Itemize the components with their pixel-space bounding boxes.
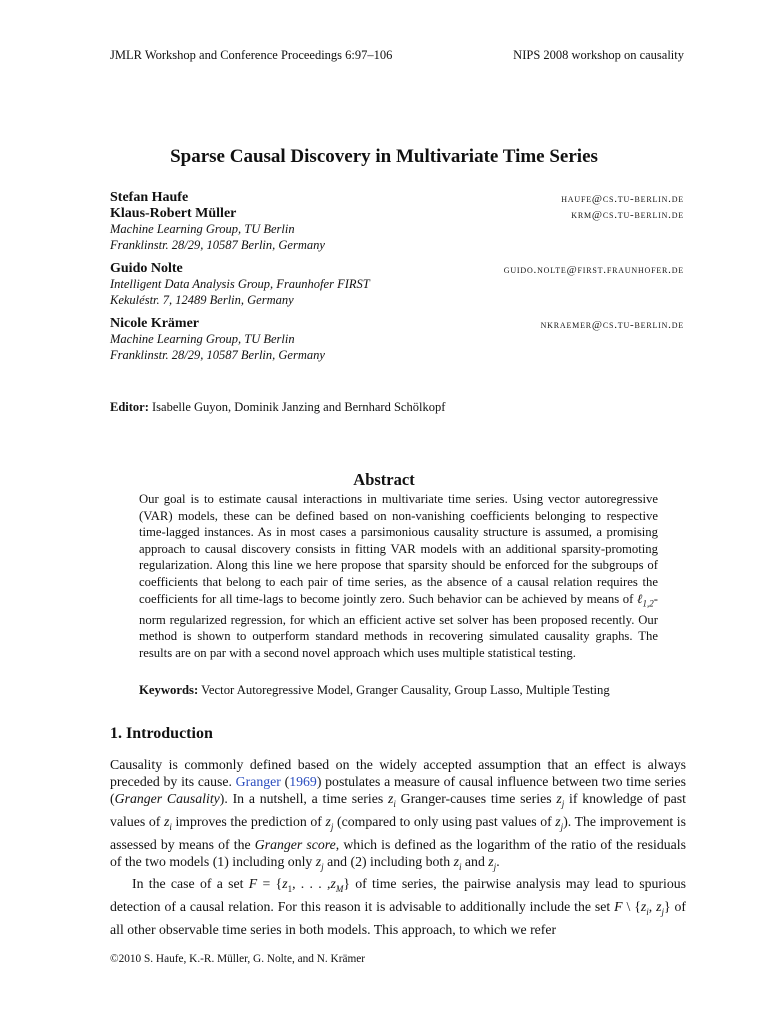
term-granger-causality: Granger Causality [114, 791, 220, 806]
math-zj: $z_j$ [556, 791, 565, 809]
keywords-line [139, 683, 610, 698]
math-set-f-minus: F [614, 899, 623, 914]
math-zi: $z_i$ [387, 791, 396, 809]
author-email-1[interactable]: haufe@cs.tu-berlin.de [561, 193, 684, 205]
editor-label: Editor: [110, 400, 149, 414]
math-zi: $z_i$ [453, 853, 462, 872]
running-header-right: NIPS 2008 workshop on causality [513, 48, 684, 62]
section-heading-introduction: 1. Introduction [110, 725, 213, 742]
intro-paragraph-1: Causality is commonly defined based on the widely accepted assumption that an effect is always preceded by its cause. Granger (1969) postulates a measure of causal influence between two time series (Granger Causality). In a nutshell, a time series $z_i$ Granger-causes time series $z_j$ if knowledge of past values of $z_i$ improves the prediction of $z_j$ (compared to only using past values of $z_j$). The improvement is assessed by means of the Granger score, which is defined as the logarithm of the ratio of the residuals of the two models (1) including only $z_j$ and (2) including both $z_i$ and $z_j$. [110, 757, 687, 872]
copyright-footer: ©2010 S. Haufe, K.-R. Müller, G. Nolte, and N. Krämer [110, 953, 366, 965]
intro-text: ). The improvement is assessed by means of the [110, 813, 687, 852]
author-email-3[interactable]: guido.nolte@first.fraunhofer.de [503, 264, 684, 276]
editor-names: Isabelle Guyon, Dominik Janzing and Bernhard Schölkopf [152, 400, 446, 414]
math-zj: $z_j$ [315, 853, 324, 872]
intro-text: and [461, 853, 489, 869]
citation-year-link[interactable]: 1969 [289, 774, 317, 789]
intro-text: . [496, 853, 500, 869]
intro-body [110, 756, 686, 938]
abstract-heading: Abstract [353, 470, 415, 489]
author-name-4: Nicole Krämer [110, 316, 200, 331]
intro-text: postulates a measure of causal influence between two time series ( [110, 774, 686, 806]
author-name-1: Stefan Haufe [110, 190, 189, 205]
intro-text: Granger-causes time series [395, 791, 557, 806]
keywords-label: Keywords: [139, 683, 199, 697]
author-name-2: Klaus-Robert Müller [110, 206, 237, 221]
intro-text: if knowledge of past values of [110, 791, 686, 829]
intro-text: improves the prediction of [171, 813, 326, 829]
intro-paragraph-2: In the case of a set $F = \{z_1$, . . . $,z_M$} of time series, the pairwise analysis may lead to spurious detection of a causal relation. For this reason it is advisable to additionally include the set F \ {$z_i$, $z_j$} of all other observable time series in both models. This approach, to which we refer [110, 876, 687, 937]
author-affiliation-3a: Intelligent Data Analysis Group, Fraunhofer FIRST [110, 277, 370, 291]
author-affiliation-2b: Franklinstr. 28/29, 10587 Berlin, Germany [110, 238, 325, 252]
intro-text: , which is defined as the logarithm of the ratio of the residuals of the two models (1) including only [110, 836, 686, 869]
math-zj: $z_j$ [488, 853, 497, 872]
editor-line [110, 400, 445, 415]
math-zj: $z_j$ [325, 813, 334, 832]
abstract-text-1: Our goal is to estimate causal interactions in multivariate time series. Using vector autoregressive (VAR) models, these can be defined based on non-vanishing coefficients belonging to respective time-lagged instances. As in most cases a parsimonious causality structure is assumed, a promising approach to causal discovery consists in fitting VAR models with an additional sparsity-promoting regularization. Along this line we here propose that sparsity should be enforced for the subgroups of coefficients that belong to each pair of time series, as the absence of a causal relation requires the coefficients for all time-lags to become jointly zero. Such behavior can be achieved by means of [139, 492, 658, 606]
intro-text: of all other observable time series in both models. This approach, to which we refer [110, 899, 687, 937]
intro-text: and (2) including both [323, 853, 454, 869]
math-set-f: F [248, 876, 258, 892]
intro-text: (compared to only using past values of [333, 813, 556, 829]
term-granger-score: Granger score [254, 836, 336, 852]
author-affiliation-2a: Machine Learning Group, TU Berlin [110, 222, 295, 236]
intro-text: Causality is commonly defined based on the widely accepted assumption that an effect is always preceded by its cause. [110, 757, 686, 789]
abstract-text-2: -norm regularized regression, for which an efficient active set solver has been proposed recently. Our method is shown to outperform standard methods in recovering simulated causality graphs. The results are on par with a second novel approach which uses multiple statistical testing. [139, 591, 658, 660]
intro-text: ). In a nutshell, a time series [219, 791, 388, 806]
paper-title: Sparse Causal Discovery in Multivariate Time Series [170, 146, 598, 167]
abstract-body [139, 491, 658, 661]
author-email-4[interactable]: nkraemer@cs.tu-berlin.de [540, 319, 684, 331]
math-zj: $z_j$ [555, 813, 564, 832]
author-affiliation-4b: Franklinstr. 28/29, 10587 Berlin, Germany [110, 348, 325, 362]
author-name-3: Guido Nolte [110, 261, 183, 276]
math-zi: $z_i$ [163, 813, 172, 832]
citation-author-link[interactable]: Granger [235, 774, 281, 789]
intro-text: In the case of a set [132, 876, 249, 892]
author-email-2[interactable]: krm@cs.tu-berlin.de [571, 209, 684, 221]
norm-symbol: ℓ$_{1,2}$ [636, 591, 654, 609]
running-header-left: JMLR Workshop and Conference Proceedings 6:97–106 [110, 48, 393, 62]
keywords-list: Vector Autoregressive Model, Granger Causality, Group Lasso, Multiple Testing [201, 683, 610, 697]
author-affiliation-3b: Kekuléstr. 7, 12489 Berlin, Germany [110, 293, 294, 307]
author-affiliation-4a: Machine Learning Group, TU Berlin [110, 332, 295, 346]
intro-text: of time series, the pairwise analysis may lead to spurious detection of a causal relation. For this reason it is advisable to additionally include the set [110, 876, 686, 914]
